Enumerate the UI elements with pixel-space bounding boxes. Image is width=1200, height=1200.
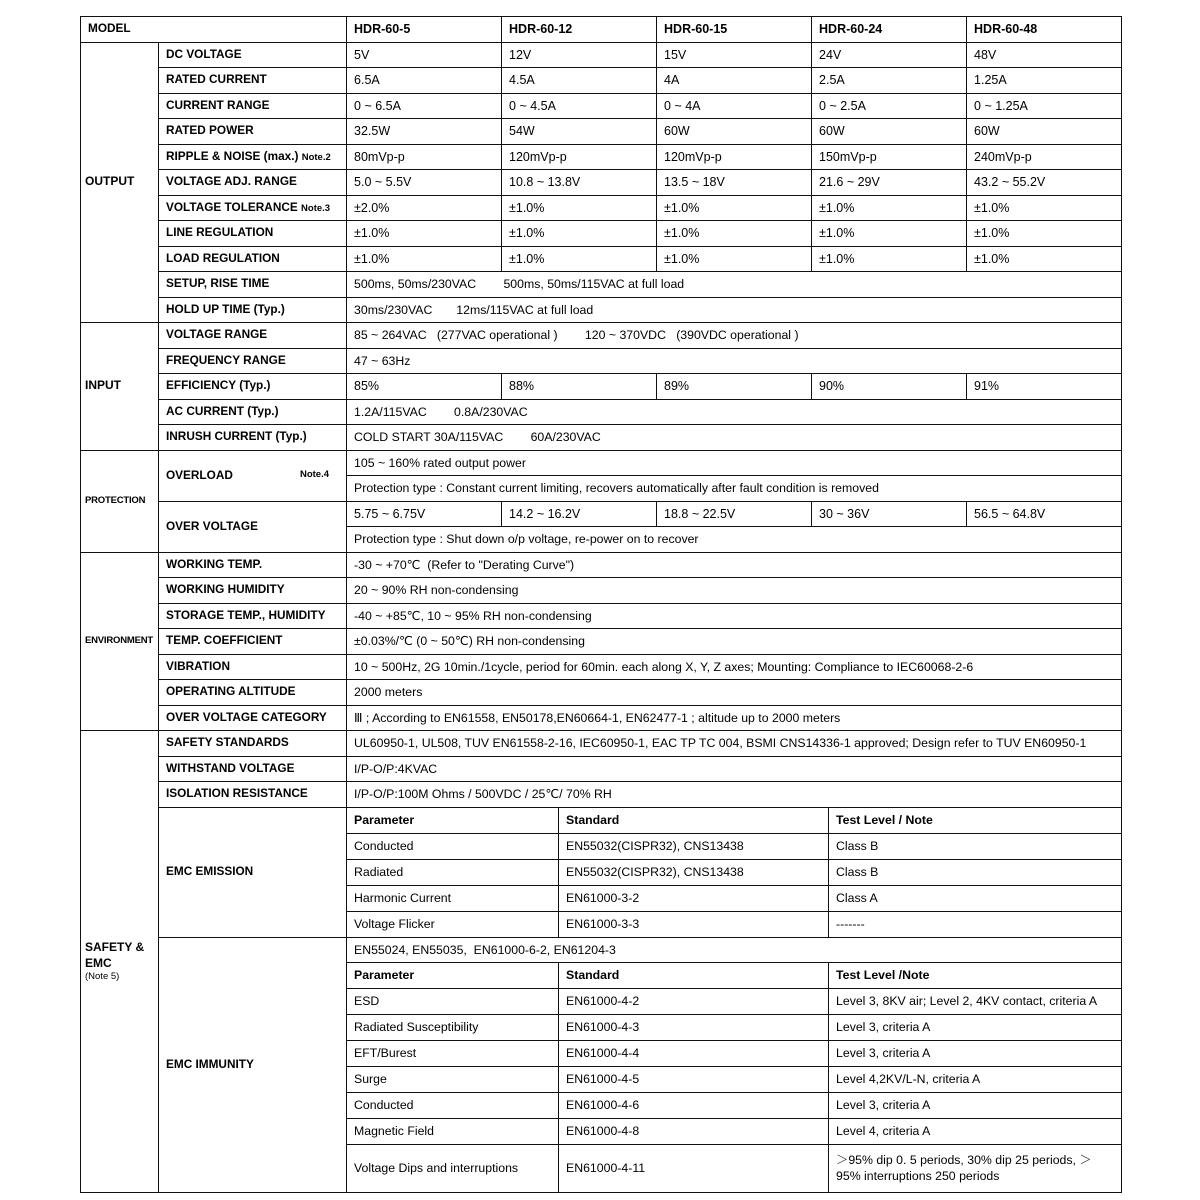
subtable-data-row <box>347 886 1121 911</box>
table-row <box>81 603 1122 629</box>
emc-standard-cell: EN61000-4-5 <box>559 1067 829 1092</box>
value-cell: 4.5A <box>502 68 657 94</box>
row-label-storage-temp-humidity: STORAGE TEMP., HUMIDITY <box>159 603 347 629</box>
model-row <box>81 17 1122 43</box>
value-cell: 56.5 ~ 64.8V <box>967 501 1122 527</box>
value-cell: 15V <box>657 42 812 68</box>
value-cell: 85 ~ 264VAC (277VAC operational ) 120 ~ 370VDC (390VDC operational ) <box>347 323 1122 349</box>
value-cell: 88% <box>502 374 657 400</box>
value-cell: 5.0 ~ 5.5V <box>347 170 502 196</box>
model-name-hdr-60-24: HDR-60-24 <box>812 17 967 43</box>
table-row <box>81 680 1122 706</box>
row-label-over-voltage: OVER VOLTAGE <box>159 501 347 552</box>
row-label-overload <box>159 450 347 501</box>
table-row <box>81 399 1122 425</box>
value-cell: ±1.0% <box>502 221 657 247</box>
value-cell: 85% <box>347 374 502 400</box>
section-safety-note: (Note 5) <box>85 971 120 983</box>
value-cell: 89% <box>657 374 812 400</box>
emc-parameter-cell: Radiated Susceptibility <box>347 1015 559 1040</box>
model-name-hdr-60-15: HDR-60-15 <box>657 17 812 43</box>
table-row <box>81 629 1122 655</box>
value-cell: ±2.0% <box>347 195 502 221</box>
emc-standard-cell: EN55032(CISPR32), CNS13438 <box>559 834 829 859</box>
row-label-safety-standards: SAFETY STANDARDS <box>159 731 347 757</box>
table-row <box>81 221 1122 247</box>
value-cell: ±1.0% <box>812 221 967 247</box>
emc-test-cell: ------- <box>836 916 865 931</box>
emc-test-cell: Level 3, 8KV air; Level 2, 4KV contact, criteria A <box>836 994 1098 1009</box>
value-cell: 18.8 ~ 22.5V <box>657 501 812 527</box>
emc-standard-cell: EN61000-4-8 <box>559 1119 829 1144</box>
value-cell: 30ms/230VAC 12ms/115VAC at full load <box>347 297 1122 323</box>
table-row <box>81 654 1122 680</box>
row-label-rated-power: RATED POWER <box>159 119 347 145</box>
subtable-row <box>347 1093 1122 1119</box>
table-row <box>81 170 1122 196</box>
subtable-row <box>347 1015 1122 1041</box>
table-row <box>81 323 1122 349</box>
emc-test-cell: Level 4,2KV/L-N, criteria A <box>836 1072 981 1087</box>
row-label-working-temp: WORKING TEMP. <box>159 552 347 578</box>
emc-emission-header-row <box>81 807 1122 833</box>
value-cell: 5V <box>347 42 502 68</box>
value-cell: COLD START 30A/115VAC 60A/230VAC <box>347 425 1122 451</box>
value-cell: Protection type : Constant current limiting, recovers automatically after fault condition is removed <box>347 476 1122 502</box>
value-cell: Ⅲ ; According to EN61558, EN50178,EN60664-1, EN62477-1 ; altitude up to 2000 meters <box>347 705 1122 731</box>
value-cell: Protection type : Shut down o/p voltage, re-power on to recover <box>347 527 1122 553</box>
note-badge: Note.3 <box>301 202 331 214</box>
value-cell: 24V <box>812 42 967 68</box>
subtable-data-row <box>347 912 1121 937</box>
emc-immunity-header-standard: Standard <box>559 963 829 988</box>
subtable-data-row <box>347 989 1121 1014</box>
table-row <box>81 297 1122 323</box>
note-badge: Note.2 <box>301 151 331 163</box>
emc-emission-header-parameter: Parameter <box>347 808 559 833</box>
subtable-row <box>347 885 1122 911</box>
section-safety-emc <box>81 731 159 1193</box>
emc-emission-header-test: Test Level / Note <box>836 812 933 827</box>
subtable-row <box>347 1041 1122 1067</box>
value-cell: 80mVp-p <box>347 144 502 170</box>
row-label-voltage-adj-range: VOLTAGE ADJ. RANGE <box>159 170 347 196</box>
subtable-row <box>347 963 1122 989</box>
value-cell: 1.25A <box>967 68 1122 94</box>
row-label-rated-current: RATED CURRENT <box>159 68 347 94</box>
section-environment: ENVIRONMENT <box>81 552 159 731</box>
row-label-efficiency: EFFICIENCY (Typ.) <box>159 374 347 400</box>
value-cell: -40 ~ +85℃, 10 ~ 95% RH non-condensing <box>347 603 1122 629</box>
value-cell: 60W <box>657 119 812 145</box>
row-label-ripple-noise <box>159 144 347 170</box>
table-row <box>81 93 1122 119</box>
value-cell: ±1.0% <box>967 195 1122 221</box>
subtable-header <box>347 808 1121 833</box>
emc-immunity-header-parameter: Parameter <box>347 963 559 988</box>
emc-test-cell: Class B <box>836 864 879 879</box>
subtable-row <box>347 1067 1122 1093</box>
value-cell: 0 ~ 2.5A <box>812 93 967 119</box>
emc-immunity-header-test: Test Level /Note <box>836 968 930 983</box>
section-output: OUTPUT <box>81 42 159 323</box>
subtable-row <box>347 911 1122 937</box>
value-cell: ±1.0% <box>657 195 812 221</box>
value-cell: 10 ~ 500Hz, 2G 10min./1cycle, period for 60min. each along X, Y, Z axes; Mounting: Compliance to IEC60068-2-6 <box>347 654 1122 680</box>
value-cell: 4A <box>657 68 812 94</box>
table-row <box>81 756 1122 782</box>
emc-standard-cell: EN61000-4-6 <box>559 1093 829 1118</box>
value-cell: 240mVp-p <box>967 144 1122 170</box>
table-row <box>81 578 1122 604</box>
emc-parameter-cell: Voltage Dips and interruptions <box>347 1145 559 1192</box>
value-cell: 10.8 ~ 13.8V <box>502 170 657 196</box>
value-cell: 60W <box>812 119 967 145</box>
value-cell: 0 ~ 6.5A <box>347 93 502 119</box>
row-label-line-regulation: LINE REGULATION <box>159 221 347 247</box>
value-cell: 0 ~ 1.25A <box>967 93 1122 119</box>
row-label-voltage-tolerance <box>159 195 347 221</box>
emc-standard-cell: EN61000-4-4 <box>559 1041 829 1066</box>
table-row <box>81 348 1122 374</box>
table-row <box>81 195 1122 221</box>
subtable-row <box>347 1145 1122 1193</box>
row-label-operating-altitude: OPERATING ALTITUDE <box>159 680 347 706</box>
table-row <box>81 42 1122 68</box>
row-label-text: RIPPLE & NOISE (max.) <box>166 148 299 163</box>
emc-parameter-cell: Voltage Flicker <box>347 912 559 937</box>
table-row <box>81 119 1122 145</box>
model-header-label: MODEL <box>81 17 347 43</box>
emc-parameter-cell: ESD <box>347 989 559 1014</box>
section-protection: PROTECTION <box>81 450 159 552</box>
table-row <box>81 501 1122 527</box>
value-cell: 2000 meters <box>347 680 1122 706</box>
value-cell: 5.75 ~ 6.75V <box>347 501 502 527</box>
value-cell: 0 ~ 4A <box>657 93 812 119</box>
value-cell: ±1.0% <box>967 246 1122 272</box>
subtable-data-row <box>347 1093 1121 1118</box>
row-label-emc-emission: EMC EMISSION <box>159 807 347 937</box>
value-cell: 120mVp-p <box>657 144 812 170</box>
value-cell: 30 ~ 36V <box>812 501 967 527</box>
subtable-row <box>347 989 1122 1015</box>
row-label-emc-immunity: EMC IMMUNITY <box>159 937 347 1193</box>
value-cell: 105 ~ 160% rated output power <box>347 450 1122 476</box>
subtable-data-row <box>347 1119 1121 1144</box>
table-row <box>81 144 1122 170</box>
model-name-hdr-60-5: HDR-60-5 <box>347 17 502 43</box>
value-cell: ±1.0% <box>967 221 1122 247</box>
value-cell: 0 ~ 4.5A <box>502 93 657 119</box>
value-cell: ±1.0% <box>347 221 502 247</box>
model-name-hdr-60-12: HDR-60-12 <box>502 17 657 43</box>
value-cell: I/P-O/P:100M Ohms / 500VDC / 25℃/ 70% RH <box>347 782 1122 808</box>
value-cell: 60W <box>967 119 1122 145</box>
section-safety-line2: EMC <box>85 956 112 971</box>
subtable-row <box>347 859 1122 885</box>
value-cell: ±1.0% <box>347 246 502 272</box>
row-label-withstand-voltage: WITHSTAND VOLTAGE <box>159 756 347 782</box>
section-input: INPUT <box>81 323 159 451</box>
subtable-data-row <box>347 1145 1121 1192</box>
value-cell: 13.5 ~ 18V <box>657 170 812 196</box>
emc-parameter-cell: EFT/Burest <box>347 1041 559 1066</box>
row-label-over-voltage-category: OVER VOLTAGE CATEGORY <box>159 705 347 731</box>
row-label-inrush-current: INRUSH CURRENT (Typ.) <box>159 425 347 451</box>
value-cell: UL60950-1, UL508, TUV EN61558-2-16, IEC60950-1, EAC TP TC 004, BSMI CNS14336-1 approved; Design refer to TUV EN60950-1 <box>347 731 1122 757</box>
emc-immunity-applied-standards: EN55024, EN55035, EN61000-6-2, EN61204-3 <box>347 937 1122 963</box>
emc-standard-cell: EN61000-4-2 <box>559 989 829 1014</box>
value-cell: 47 ~ 63Hz <box>347 348 1122 374</box>
table-row <box>81 450 1122 476</box>
table-row <box>81 272 1122 298</box>
emc-standard-cell: EN55032(CISPR32), CNS13438 <box>559 860 829 885</box>
value-cell: ±1.0% <box>502 246 657 272</box>
value-cell: 21.6 ~ 29V <box>812 170 967 196</box>
value-cell: 6.5A <box>347 68 502 94</box>
subtable-data-row <box>347 834 1121 859</box>
table-row <box>81 246 1122 272</box>
value-cell: 91% <box>967 374 1122 400</box>
value-cell: 48V <box>967 42 1122 68</box>
value-cell: I/P-O/P:4KVAC <box>347 756 1122 782</box>
emc-parameter-cell: Magnetic Field <box>347 1119 559 1144</box>
section-safety-line1: SAFETY & <box>85 939 145 954</box>
emc-parameter-cell: Surge <box>347 1067 559 1092</box>
emc-test-cell: Level 3, criteria A <box>836 1046 931 1061</box>
table-row <box>81 68 1122 94</box>
value-cell: 90% <box>812 374 967 400</box>
value-cell: ±1.0% <box>502 195 657 221</box>
emc-parameter-cell: Conducted <box>347 1093 559 1118</box>
value-cell: 2.5A <box>812 68 967 94</box>
value-cell: 32.5W <box>347 119 502 145</box>
overload-label-group <box>166 469 339 483</box>
subtable-data-row <box>347 860 1121 885</box>
emc-standard-cell: EN61000-3-3 <box>559 912 829 937</box>
value-cell: ±1.0% <box>812 246 967 272</box>
table-row <box>81 782 1122 808</box>
value-cell: 120mVp-p <box>502 144 657 170</box>
subtable-data-row <box>347 1041 1121 1066</box>
value-cell: ±1.0% <box>657 221 812 247</box>
row-label-dc-voltage: DC VOLTAGE <box>159 42 347 68</box>
value-cell: ±1.0% <box>812 195 967 221</box>
emc-test-cell: ＞95% dip 0. 5 periods, 30% dip 25 periods, ＞95% interruptions 250 periods <box>836 1152 1092 1183</box>
row-label-working-humidity: WORKING HUMIDITY <box>159 578 347 604</box>
row-label-vibration: VIBRATION <box>159 654 347 680</box>
emc-test-cell: Level 4, criteria A <box>836 1124 931 1139</box>
row-label-setup-rise-time: SETUP, RISE TIME <box>159 272 347 298</box>
emc-emission-header-standard: Standard <box>559 808 829 833</box>
note-badge: Note.4 <box>299 469 330 481</box>
emc-standard-cell: EN61000-4-11 <box>559 1145 829 1192</box>
table-row <box>81 937 1122 963</box>
value-cell: 1.2A/115VAC 0.8A/230VAC <box>347 399 1122 425</box>
value-cell: 14.2 ~ 16.2V <box>502 501 657 527</box>
table-row <box>81 731 1122 757</box>
value-cell: 500ms, 50ms/230VAC 500ms, 50ms/115VAC at full load <box>347 272 1122 298</box>
row-label-hold-up-time: HOLD UP TIME (Typ.) <box>159 297 347 323</box>
value-cell: ±1.0% <box>657 246 812 272</box>
value-cell: 54W <box>502 119 657 145</box>
table-row <box>81 705 1122 731</box>
emc-parameter-cell: Radiated <box>347 860 559 885</box>
value-cell: -30 ~ +70℃ (Refer to "Derating Curve") <box>347 552 1122 578</box>
subtable-row <box>347 807 1122 833</box>
emc-parameter-cell: Conducted <box>347 834 559 859</box>
row-label-frequency-range: FREQUENCY RANGE <box>159 348 347 374</box>
subtable-row <box>347 1119 1122 1145</box>
value-cell: 150mVp-p <box>812 144 967 170</box>
emc-standard-cell: EN61000-3-2 <box>559 886 829 911</box>
table-row <box>81 425 1122 451</box>
row-label-load-regulation: LOAD REGULATION <box>159 246 347 272</box>
emc-standard-cell: EN61000-4-3 <box>559 1015 829 1040</box>
spec-table <box>80 16 1122 1193</box>
value-cell: 12V <box>502 42 657 68</box>
row-label-current-range: CURRENT RANGE <box>159 93 347 119</box>
subtable-row <box>347 833 1122 859</box>
emc-test-cell: Class A <box>836 890 878 905</box>
emc-test-cell: Level 3, criteria A <box>836 1020 931 1035</box>
emc-test-cell: Level 3, criteria A <box>836 1098 931 1113</box>
row-label-text: OVERLOAD <box>166 467 233 482</box>
table-row <box>81 374 1122 400</box>
value-cell: 43.2 ~ 55.2V <box>967 170 1122 196</box>
row-label-text: VOLTAGE TOLERANCE <box>166 199 298 214</box>
emc-test-cell: Class B <box>836 838 879 853</box>
row-label-ac-current: AC CURRENT (Typ.) <box>159 399 347 425</box>
row-label-voltage-range: VOLTAGE RANGE <box>159 323 347 349</box>
emc-parameter-cell: Harmonic Current <box>347 886 559 911</box>
value-cell: ±0.03%/℃ (0 ~ 50℃) RH non-condensing <box>347 629 1122 655</box>
value-cell: 20 ~ 90% RH non-condensing <box>347 578 1122 604</box>
subtable-data-row <box>347 1015 1121 1040</box>
row-label-temp-coefficient: TEMP. COEFFICIENT <box>159 629 347 655</box>
table-row <box>81 552 1122 578</box>
subtable-header <box>347 963 1121 988</box>
model-name-hdr-60-48: HDR-60-48 <box>967 17 1122 43</box>
subtable-data-row <box>347 1067 1121 1092</box>
row-label-isolation-resistance: ISOLATION RESISTANCE <box>159 782 347 808</box>
